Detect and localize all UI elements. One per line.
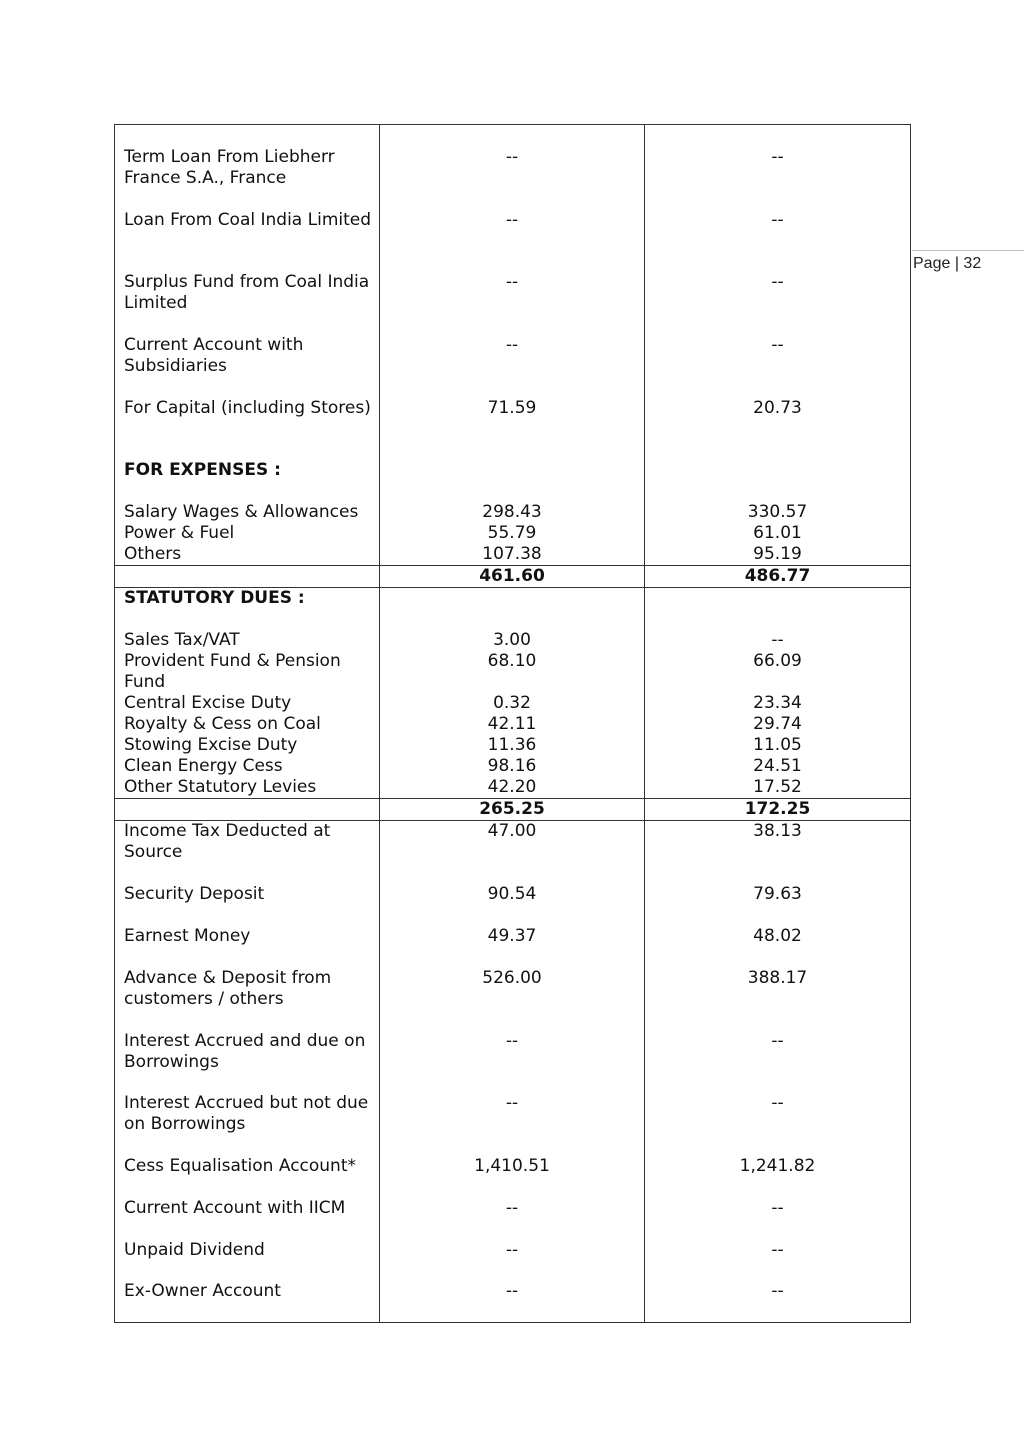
table-row xyxy=(115,460,911,502)
row-label: Others xyxy=(115,544,380,566)
value-current-year: -- xyxy=(380,1093,645,1156)
value-previous-year: 388.17 xyxy=(645,968,911,1031)
value-previous-year: -- xyxy=(645,210,911,272)
row-label: Current Account with IICM xyxy=(115,1198,380,1240)
value-current-year: 107.38 xyxy=(380,544,645,566)
row-label: Stowing Excise Duty xyxy=(115,735,380,756)
table-row xyxy=(115,821,911,885)
value-previous-year: 20.73 xyxy=(645,398,911,460)
liabilities-table xyxy=(114,124,911,1323)
table-row xyxy=(115,1281,911,1323)
value-previous-year: -- xyxy=(645,1240,911,1281)
table-row xyxy=(115,523,911,544)
empty-cell xyxy=(645,588,911,631)
table-row xyxy=(115,1240,911,1281)
row-label: Interest Accrued and due on Borrowings xyxy=(115,1031,380,1093)
value-current-year: 298.43 xyxy=(380,502,645,523)
row-label: Earnest Money xyxy=(115,926,380,968)
subtotal-current-year: 461.60 xyxy=(380,566,645,588)
value-previous-year: -- xyxy=(645,272,911,335)
table-row xyxy=(115,630,911,651)
value-previous-year: 79.63 xyxy=(645,884,911,926)
page-number: Page | 32 xyxy=(913,255,982,272)
subtotal-previous-year: 172.25 xyxy=(645,799,911,821)
value-current-year: -- xyxy=(380,1240,645,1281)
table-row xyxy=(115,651,911,693)
row-label: Provident Fund & Pension Fund xyxy=(115,651,380,693)
row-label: Current Account with Subsidiaries xyxy=(115,335,380,398)
value-previous-year: -- xyxy=(645,1198,911,1240)
row-label: Loan From Coal India Limited xyxy=(115,210,380,272)
table-row xyxy=(115,588,911,631)
row-label: Other Statutory Levies xyxy=(115,777,380,799)
subtotal-current-year: 265.25 xyxy=(380,799,645,821)
table-row xyxy=(115,125,911,211)
value-current-year: 68.10 xyxy=(380,651,645,693)
subtotal-row xyxy=(115,799,911,821)
table-row xyxy=(115,502,911,523)
value-current-year: -- xyxy=(380,272,645,335)
table-row xyxy=(115,756,911,777)
value-previous-year: -- xyxy=(645,335,911,398)
row-label xyxy=(115,566,380,588)
table-row xyxy=(115,1198,911,1240)
value-current-year: -- xyxy=(380,1031,645,1093)
value-previous-year: 23.34 xyxy=(645,693,911,714)
value-current-year: 42.11 xyxy=(380,714,645,735)
value-current-year: 0.32 xyxy=(380,693,645,714)
value-current-year: -- xyxy=(380,335,645,398)
table-row xyxy=(115,335,911,398)
value-current-year: -- xyxy=(380,1281,645,1323)
value-current-year: 526.00 xyxy=(380,968,645,1031)
row-label: Sales Tax/VAT xyxy=(115,630,380,651)
row-label: Royalty & Cess on Coal xyxy=(115,714,380,735)
value-current-year: -- xyxy=(380,210,645,272)
value-current-year: -- xyxy=(380,125,645,211)
row-label: Interest Accrued but not due on Borrowings xyxy=(115,1093,380,1156)
value-current-year: 1,410.51 xyxy=(380,1156,645,1198)
value-previous-year: 1,241.82 xyxy=(645,1156,911,1198)
table-row xyxy=(115,884,911,926)
value-current-year: 71.59 xyxy=(380,398,645,460)
row-label: Cess Equalisation Account* xyxy=(115,1156,380,1198)
value-previous-year: -- xyxy=(645,1093,911,1156)
row-label: Central Excise Duty xyxy=(115,693,380,714)
row-label: Income Tax Deducted at Source xyxy=(115,821,380,885)
row-label: Power & Fuel xyxy=(115,523,380,544)
subtotal-previous-year: 486.77 xyxy=(645,566,911,588)
value-current-year: 42.20 xyxy=(380,777,645,799)
value-previous-year: 11.05 xyxy=(645,735,911,756)
value-current-year: 49.37 xyxy=(380,926,645,968)
table-row xyxy=(115,544,911,566)
table-row xyxy=(115,735,911,756)
row-label: Salary Wages & Allowances xyxy=(115,502,380,523)
table-row xyxy=(115,210,911,272)
section-heading-expenses: FOR EXPENSES : xyxy=(115,460,380,502)
value-previous-year: 17.52 xyxy=(645,777,911,799)
empty-cell xyxy=(645,460,911,502)
row-label: Security Deposit xyxy=(115,884,380,926)
row-label: Term Loan From Liebherr France S.A., France xyxy=(115,125,380,211)
value-current-year: -- xyxy=(380,1198,645,1240)
value-previous-year: 24.51 xyxy=(645,756,911,777)
row-label: Surplus Fund from Coal India Limited xyxy=(115,272,380,335)
empty-cell xyxy=(380,460,645,502)
value-current-year: 11.36 xyxy=(380,735,645,756)
row-label: Advance & Deposit from customers / others xyxy=(115,968,380,1031)
table-row xyxy=(115,1031,911,1093)
table-row xyxy=(115,777,911,799)
value-previous-year: 61.01 xyxy=(645,523,911,544)
value-previous-year: 38.13 xyxy=(645,821,911,885)
empty-cell xyxy=(380,588,645,631)
value-current-year: 90.54 xyxy=(380,884,645,926)
value-previous-year: 48.02 xyxy=(645,926,911,968)
table-row xyxy=(115,398,911,460)
value-current-year: 47.00 xyxy=(380,821,645,885)
value-previous-year: -- xyxy=(645,630,911,651)
value-current-year: 98.16 xyxy=(380,756,645,777)
value-previous-year: -- xyxy=(645,1031,911,1093)
section-heading-statutory-dues: STATUTORY DUES : xyxy=(115,588,380,631)
value-current-year: 55.79 xyxy=(380,523,645,544)
row-label: Unpaid Dividend xyxy=(115,1240,380,1281)
table-row xyxy=(115,926,911,968)
value-previous-year: 66.09 xyxy=(645,651,911,693)
table-row xyxy=(115,272,911,335)
table-row xyxy=(115,693,911,714)
value-previous-year: 29.74 xyxy=(645,714,911,735)
value-previous-year: -- xyxy=(645,1281,911,1323)
page-number-rule xyxy=(912,250,1024,251)
value-previous-year: -- xyxy=(645,125,911,211)
value-current-year: 3.00 xyxy=(380,630,645,651)
table-row xyxy=(115,714,911,735)
row-label: Ex-Owner Account xyxy=(115,1281,380,1323)
table-row xyxy=(115,968,911,1031)
value-previous-year: 330.57 xyxy=(645,502,911,523)
table-row xyxy=(115,1093,911,1156)
value-previous-year: 95.19 xyxy=(645,544,911,566)
subtotal-row xyxy=(115,566,911,588)
row-label xyxy=(115,799,380,821)
table-row xyxy=(115,1156,911,1198)
row-label: For Capital (including Stores) xyxy=(115,398,380,460)
row-label: Clean Energy Cess xyxy=(115,756,380,777)
